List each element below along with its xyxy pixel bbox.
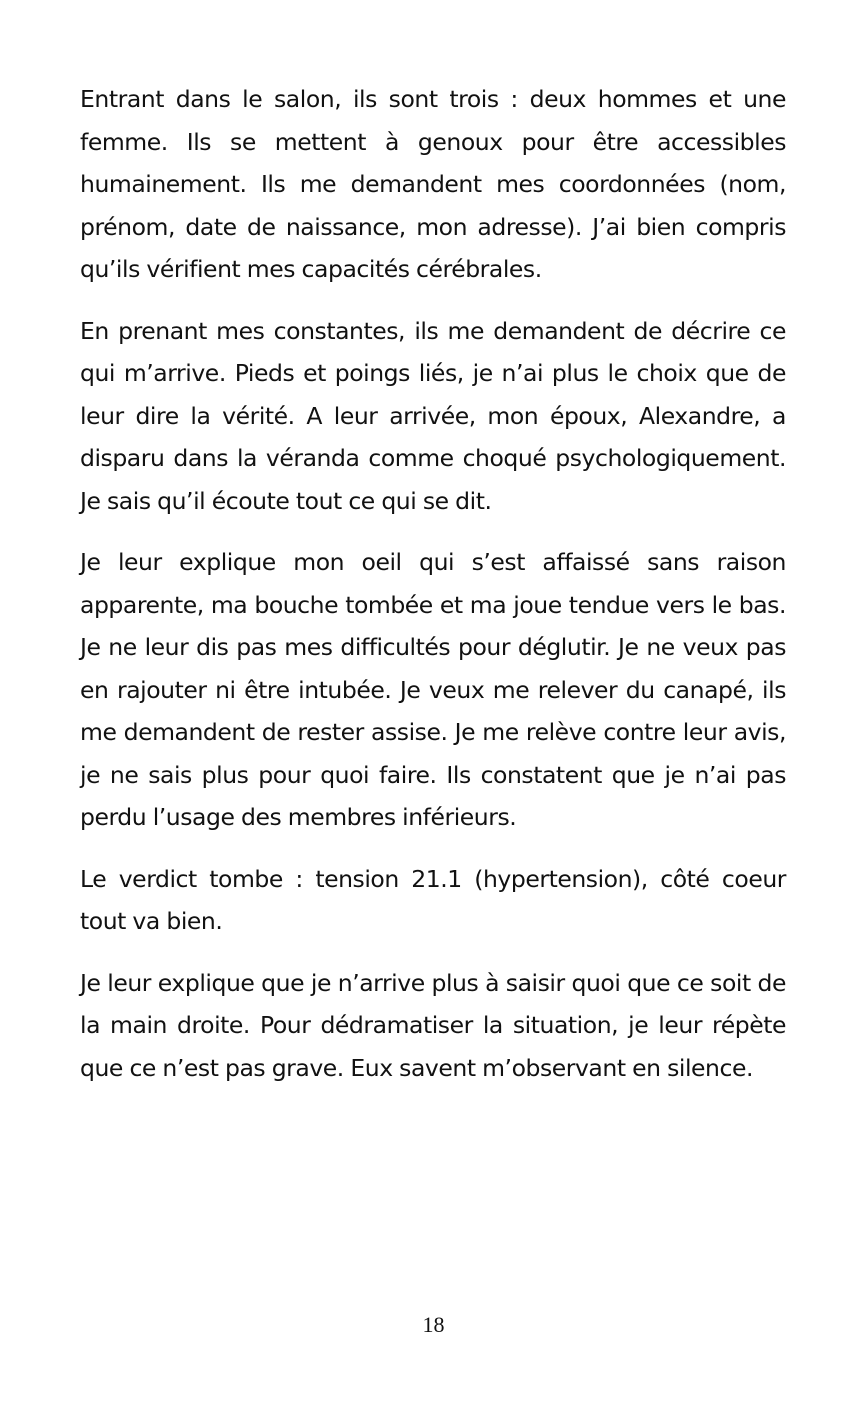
body-text [80, 78, 786, 1108]
paragraph-2: En prenant mes constantes, ils me demandent de décrire ce qui m’arrive. Pieds et poings liés, je n’ai plus le choix que de leur dire la vérité. A leur arrivée, mon époux, Alexandre, a disparu dans la véranda comme choqué psychologiquement. Je sais qu’il écoute tout ce qui se dit. [80, 316, 786, 515]
page-number: 18 [422, 1312, 445, 1337]
paragraph-1: Entrant dans le salon, ils sont trois : deux hommes et une femme. Ils se mettent à genoux pour être accessibles humainement. Ils me demandent mes coordonnées (nom, prénom, date de naissance, mon adresse). J’ai bien compris qu’ils vérifient mes capacités cérébrales. [80, 85, 786, 283]
paragraph-3: Je leur explique mon oeil qui s’est affaissé sans raison apparente, ma bouche tombée et ma joue tendue vers le bas. Je ne leur dis pas mes difficultés pour déglutir. Je ne veux pas en rajouter ni être intubée. Je veux me relever du canapé, ils me demandent de rester assise. Je me relève contre leur avis, je ne sais plus pour quoi faire. Ils constatent que je n’ai pas perdu l’usage des membres inférieurs. [80, 548, 786, 831]
paragraph-5: Je leur explique que je n’arrive plus à saisir quoi que ce soit de la main droite. Pour dédramatiser la situation, je leur répète que ce n’est pas grave. Eux savent m’observant en silence. [80, 968, 786, 1082]
paragraph-4: Le verdict tombe : tension 21.1 (hypertension), côté coeur tout va bien. [80, 864, 786, 935]
